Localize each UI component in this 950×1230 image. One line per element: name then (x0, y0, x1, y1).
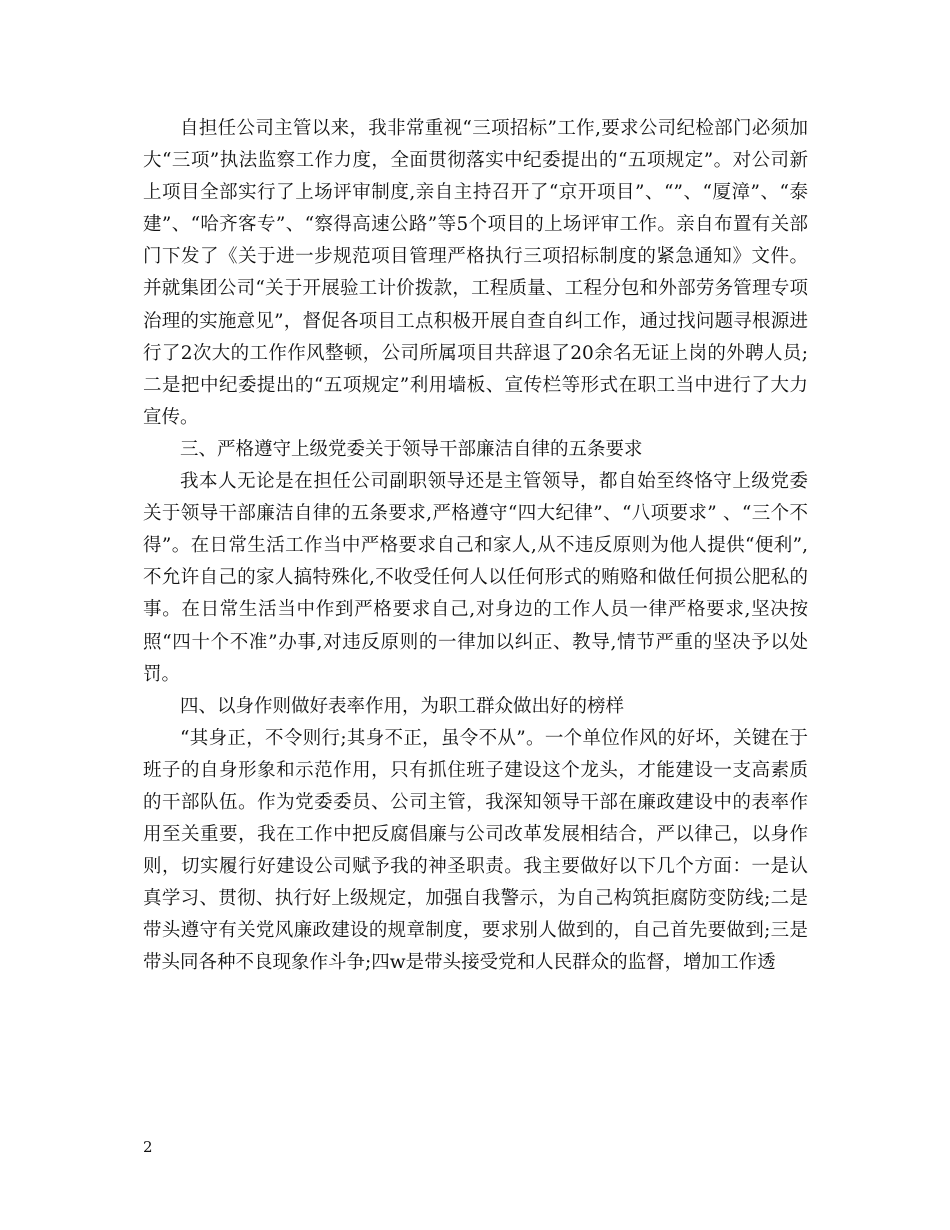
paragraph-three-bids: 自担任公司主管以来，我非常重视“三项招标”工作,要求公司纪检部门必须加大“三项”执法监察工作力度，全面贯彻落实中纪委提出的“五项规定”。对公司新上项目全部实行了上场评审制度,亲自主持召开了“京开项目”、“”、“厦漳”、“泰建”、“哈齐客专”、“察得高速公路”等5个项目的上场评审工作。亲自布置有关部门下发了《关于进一步规范项目管理严格执行三项招标制度的紧急通知》文件。并就集团公司“关于开展验工计价拨款，工程质量、工程分包和外部劳务管理专项治理的实施意见”，督促各项目工点积极开展自查自纠工作，通过找问题寻根源进行了2次大的工作作风整顿，公司所属项目共辞退了20余名无证上岗的外聘人员;二是把中纪委提出的“五项规定”利用墙板、宣传栏等形式在职工当中进行了大力宣传。 (143, 118, 808, 428)
paragraph-self-discipline: 我本人无论是在担任公司副职领导还是主管领导，都自始至终恪守上级党委关于领导干部廉洁自律的五条要求,严格遵守“四大纪律”、“八项要求” 、“三个不得”。在日常生活工作当中严格要求自己和家人,从不违反原则为他人提供“便利”,不允许自己的家人搞特殊化,不收受任何人以任何形式的贿赂和做任何损公肥私的事。在日常生活当中作到严格要求自己,对身边的工作人员一律严格要求,坚决按照“四十个不准”办事,对违反原则的一律加以纠正、教导,情节严重的坚决予以处罚。 (143, 471, 808, 685)
paragraph-role-model: “其身正，不令则行;其身不正，虽令不从”。一个单位作风的好坏，关键在于班子的自身形象和示范作用，只有抓住班子建设这个龙头，才能建设一支高素质的干部队伍。作为党委委员、公司主管，我深知领导干部在廉政建设中的表率作用至关重要，我在工作中把反腐倡廉与公司改革发展相结合，严以律己，以身作则，切实履行好建设公司赋予我的神圣职责。我主要做好以下几个方面：一是认真学习、贯彻、执行好上级规定，加强自我警示，为自己构筑拒腐防变防线;二是带头遵守有关党风廉政建设的规章制度，要求别人做到的，自己首先要做到;三是带头同各种不良现象作斗争;四w是带头接受党和人民群众的监督，增加工作透 (143, 727, 808, 974)
page-number: 2 (143, 1138, 153, 1156)
section-heading-four: 四、以身作则做好表率作用，为职工群众做出好的榜样 (180, 695, 625, 717)
document-body (143, 113, 808, 980)
section-heading-three: 三、严格遵守上级党委关于领导干部廉洁自律的五条要求 (180, 438, 643, 460)
